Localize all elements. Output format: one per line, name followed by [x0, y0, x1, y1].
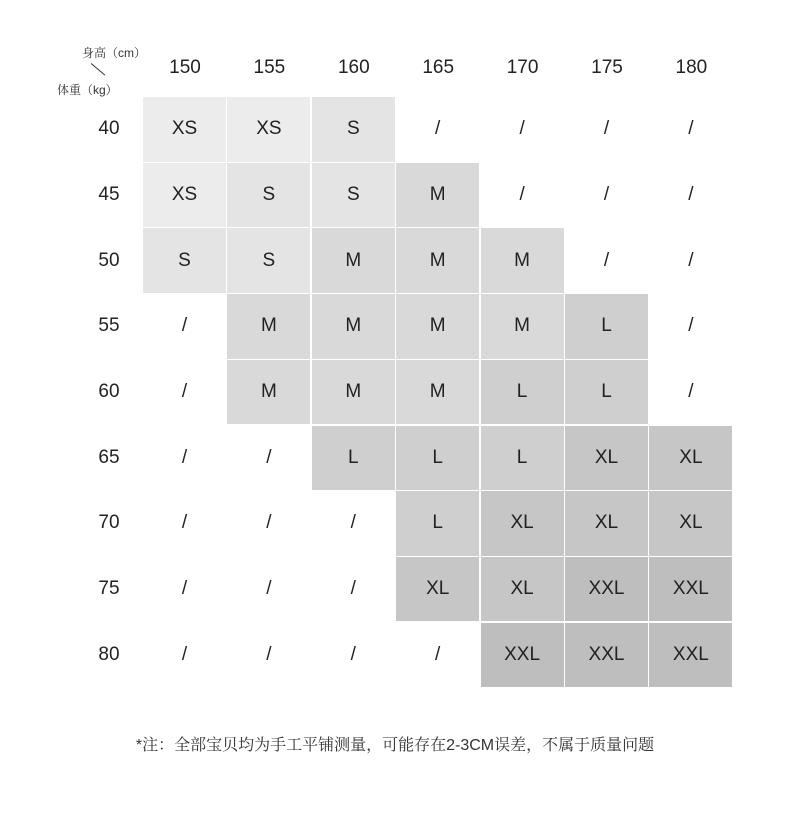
size-cell: /: [481, 163, 564, 228]
size-cell: XL: [481, 491, 564, 556]
weight-header: 60: [98, 381, 120, 403]
height-header: 175: [591, 57, 623, 78]
height-header: 160: [337, 57, 370, 78]
size-cell: XXL: [565, 623, 648, 688]
size-cell: S: [227, 228, 310, 293]
size-cell: L: [565, 360, 648, 425]
size-cell: L: [396, 426, 479, 491]
weight-header: 70: [98, 512, 120, 534]
size-cell: XS: [143, 97, 226, 162]
size-cell: XXL: [565, 557, 648, 622]
size-cell: XL: [396, 557, 479, 622]
size-cell: XXL: [649, 623, 732, 688]
size-cell: /: [481, 97, 564, 162]
height-header: 165: [422, 57, 455, 78]
size-cell: /: [649, 294, 732, 359]
size-cell: /: [649, 360, 732, 425]
size-cell: XL: [565, 491, 648, 556]
size-cell: /: [565, 97, 648, 162]
weight-header: 50: [98, 249, 120, 271]
size-cell: /: [565, 163, 648, 228]
size-cell: /: [143, 360, 226, 425]
weight-header: 75: [98, 578, 120, 600]
size-cell: /: [649, 163, 732, 228]
size-cell: M: [312, 294, 395, 359]
size-cell: /: [143, 426, 226, 491]
size-cell: /: [143, 491, 226, 556]
weight-header: 65: [98, 446, 120, 468]
size-cell: XL: [649, 491, 732, 556]
size-cell: XL: [481, 557, 564, 622]
size-cell: M: [396, 360, 479, 425]
size-cell: /: [565, 228, 648, 293]
size-cell: S: [312, 97, 395, 162]
size-cell: S: [312, 163, 395, 228]
size-cell: M: [481, 228, 564, 293]
size-cell: /: [312, 623, 395, 688]
size-cell: L: [396, 491, 479, 556]
weight-header: 80: [98, 643, 120, 665]
size-cell: XXL: [649, 557, 732, 622]
size-cell: /: [312, 557, 395, 622]
size-cell: XS: [143, 163, 226, 228]
size-cell: /: [227, 491, 310, 556]
footnote: *注：全部宝贝均为手工平铺测量，可能存在2-3CM误差，不属于质量问题: [135, 737, 655, 754]
height-axis-label: 身高（cm）: [82, 46, 146, 60]
size-cell: M: [312, 228, 395, 293]
size-cell: L: [481, 360, 564, 425]
size-cell: L: [312, 426, 395, 491]
size-cell: /: [227, 426, 310, 491]
size-cell: M: [396, 294, 479, 359]
size-cell: /: [143, 294, 226, 359]
size-cell: /: [649, 97, 732, 162]
height-header: 180: [675, 57, 708, 78]
size-cell: L: [481, 426, 564, 491]
size-cell: S: [143, 228, 226, 293]
size-cell: M: [481, 294, 564, 359]
size-cell: /: [396, 97, 479, 162]
size-cell: L: [565, 294, 648, 359]
size-cell: M: [227, 294, 310, 359]
size-cell: M: [396, 163, 479, 228]
size-cell: XL: [565, 426, 648, 491]
weight-axis-label: 体重（kg）: [57, 83, 118, 97]
height-header: 155: [253, 57, 286, 78]
size-cell: M: [227, 360, 310, 425]
size-cell: /: [143, 557, 226, 622]
size-cell: M: [312, 360, 395, 425]
height-header: 150: [169, 57, 201, 78]
height-header: 170: [506, 57, 539, 78]
size-cell: /: [312, 491, 395, 556]
size-cell: /: [227, 557, 310, 622]
size-cell: M: [396, 228, 479, 293]
weight-header: 45: [98, 183, 120, 205]
size-cell: S: [227, 163, 310, 228]
weight-header: 55: [98, 315, 120, 337]
size-cell: XS: [227, 97, 310, 162]
weight-header: 40: [98, 118, 120, 140]
size-cell: /: [143, 623, 226, 688]
size-cell: /: [649, 228, 732, 293]
size-cell: XXL: [481, 623, 564, 688]
size-cell: /: [227, 623, 310, 688]
size-cell: XL: [649, 426, 732, 491]
size-cell: /: [396, 623, 479, 688]
